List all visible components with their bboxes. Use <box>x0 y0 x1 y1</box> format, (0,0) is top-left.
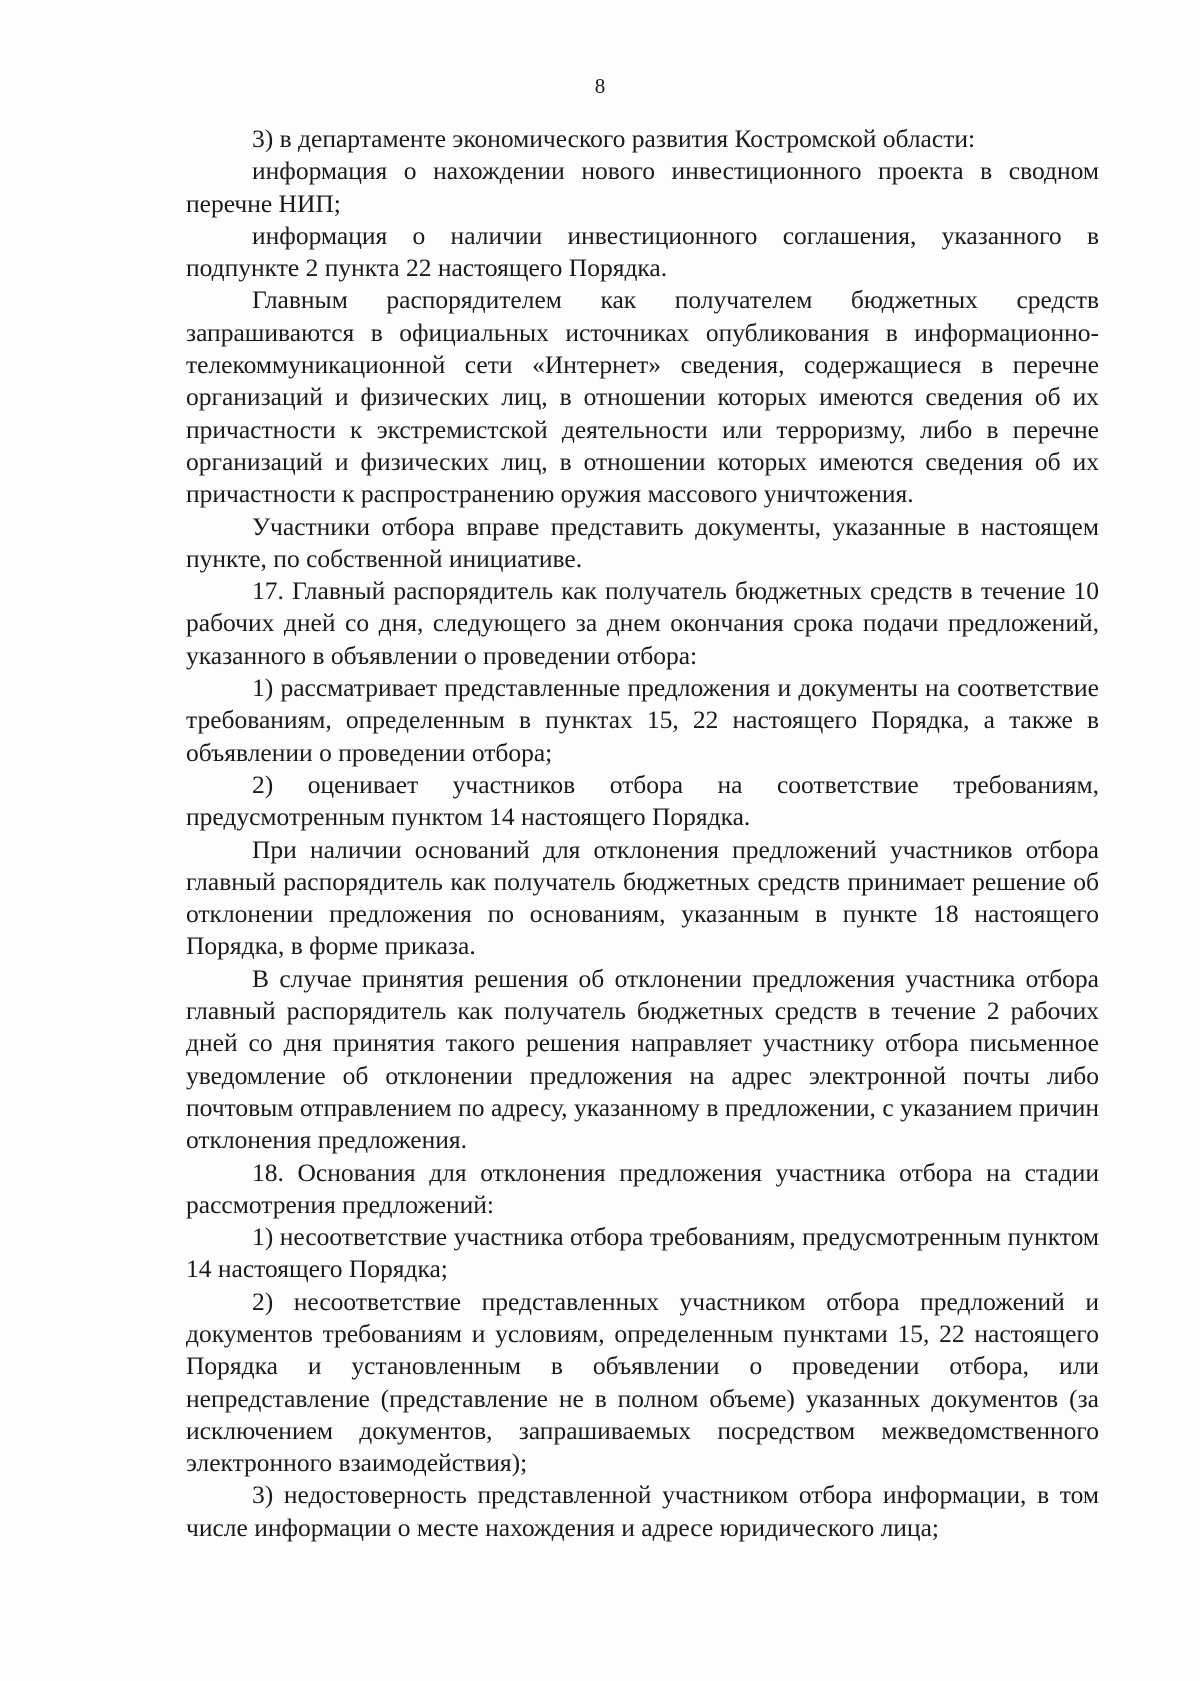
paragraph-1: 3) в департаменте экономического развития Костромской области: <box>252 124 976 153</box>
paragraph-14: 3) недостоверность представленной участником отбора информации, в том числе информации о месте нахождения и адресе юридического лица; <box>186 1480 1099 1542</box>
paragraph-8: 2) оценивает участников отбора на соответствие требованиям, предусмотренным пунктом 14 настоящего Порядка. <box>186 769 1099 832</box>
paragraph-10: В случае принятия решения об отклонении предложения участника отбора главный распорядитель как получатель бюджетных средств в течение 2 рабочих дней со дня принятия такого решения направляет участнику отбора письменное уведомление об отклонении предложения на адрес электронной почты либо почтовым отправлением по адресу, указанному в предложении, с указанием причин отклонения предложения. <box>186 963 1099 1155</box>
paragraph-6: 17. Главный распорядитель как получатель бюджетных средств в течение 10 рабочих дней со дня, следующего за днем окончания срока подачи предложений, указанного в объявлении о проведении отбора: <box>186 576 1099 670</box>
paragraph-4: Главным распорядителем как получателем бюджетных средств запрашиваются в официальных источниках опубликования в информационно-телекоммуникационной сети «Интернет» сведения, содержащиеся в перечне организаций и физических лиц, в отношении которых имеются сведения об их причастности к экстремистской деятельности или терроризму, либо в перечне организаций и физических лиц, в отношении которых имеются сведения об их причастности к распространению оружия массового уничтожения. <box>186 285 1099 509</box>
paragraph-2: информация о нахождении нового инвестиционного проекта в сводном перечне НИП; <box>186 156 1099 218</box>
paragraph-7: 1) рассматривает представленные предложения и документы на соответствие требованиям, определенным в пунктах 15, 22 настоящего Порядка, а также в объявлении о проведении отбора; <box>186 673 1099 767</box>
paragraph-9: При наличии оснований для отклонения предложений участников отбора главный распорядитель как получатель бюджетных средств принимает решение об отклонении предложения по основаниям, указанным в пункте 18 настоящего Порядка, в форме приказа. <box>186 834 1099 961</box>
paragraph-5: Участники отбора вправе представить документы, указанные в настоящем пункте, по собственной инициативе. <box>186 511 1099 573</box>
paragraph-3: информация о наличии инвестиционного соглашения, указанного в подпункте 2 пункта 22 настоящего Порядка. <box>186 220 1099 283</box>
document-body <box>186 123 1099 1544</box>
paragraph-13: 2) несоответствие представленных участником отбора предложений и документов требованиям и условиям, определенным пунктами 15, 22 настоящего Порядка и установленным в объявлении о проведении отбора, или непредставление (представление не в полном объеме) указанных документов (за исключением документов, запрашиваемых посредством межведомственного электронного взаимодействия); <box>186 1286 1099 1478</box>
paragraph-11: 18. Основания для отклонения предложения участника отбора на стадии рассмотрения предложений: <box>186 1157 1099 1219</box>
page-number: 8 <box>594 74 606 98</box>
paragraph-12: 1) несоответствие участника отбора требованиям, предусмотренным пунктом 14 настоящего Порядка; <box>186 1222 1099 1284</box>
